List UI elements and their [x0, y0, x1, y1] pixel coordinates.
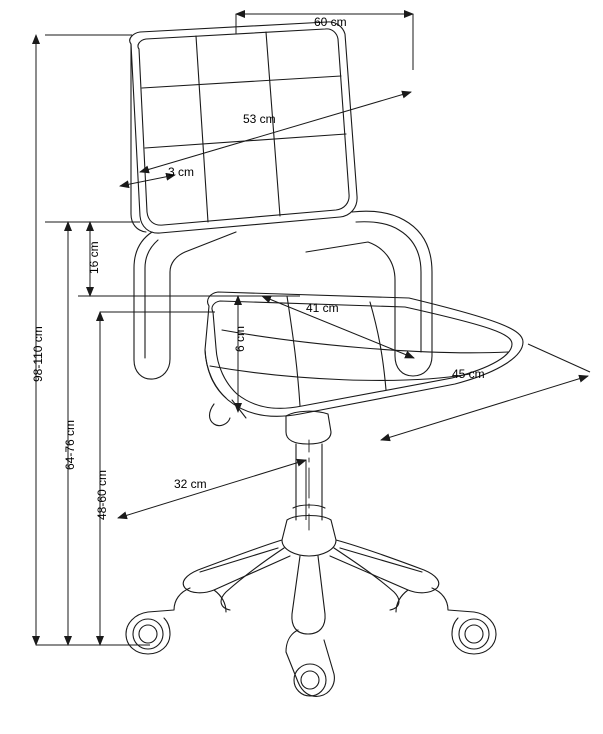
dim-label-base-diameter: 32 cm: [174, 477, 207, 491]
dim-label-total-height: 98-110 cm: [31, 326, 45, 382]
dim-label-seat-width: 41 cm: [306, 301, 339, 315]
dim-label-armrest-total-height: 64-76 cm: [63, 419, 77, 470]
chair-outline: [126, 22, 523, 696]
dimension-lines: [36, 14, 590, 645]
dim-label-armrest-height: 16 cm: [87, 241, 101, 274]
dim-label-backrest-thickness: 3 cm: [168, 165, 195, 179]
dim-label-seat-depth: 45 cm: [452, 367, 485, 381]
dim-label-backrest-width: 60 cm: [314, 15, 347, 29]
dim-label-backrest-height: 53 cm: [243, 112, 276, 126]
dim-label-seat-thickness: 6 cm: [233, 325, 247, 352]
dim-label-seat-height: 48-60 cm: [95, 469, 109, 520]
